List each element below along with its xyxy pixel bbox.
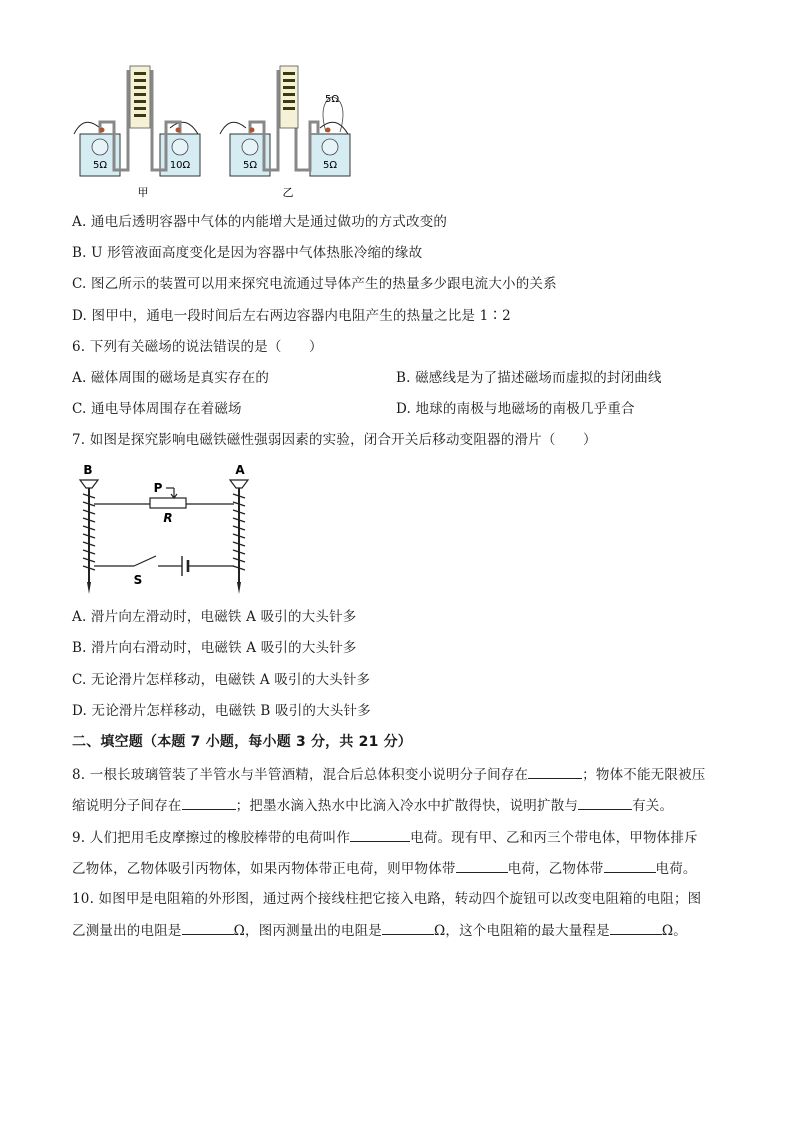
nail-label-a: A	[235, 464, 245, 477]
q10-blank-2[interactable]	[382, 920, 434, 935]
q9-line-1	[72, 827, 698, 848]
q9-text-2c: 电荷。	[655, 861, 697, 877]
q8-text-2a: 缩说明分子间存在	[72, 798, 182, 814]
q5-option-c: C. 图乙所示的装置可以用来探究电流通过导体产生的热量多少跟电流大小的关系	[72, 276, 557, 292]
q7-option-b: B. 滑片向右滑动时，电磁铁 A 吸引的大头针多	[72, 640, 357, 656]
electromagnet-circuit-figure	[74, 464, 254, 596]
q9-blank-3[interactable]	[604, 858, 656, 873]
q8-blank-3[interactable]	[578, 795, 632, 810]
electromagnet-a	[233, 488, 245, 594]
q5-option-a: A. 通电后透明容器中气体的内能增大是通过做功的方式改变的	[72, 214, 448, 230]
q10-blank-1[interactable]	[182, 920, 234, 935]
q9-text-1b: 电荷。现有甲、乙和丙三个带电体，甲物体排斥	[410, 830, 698, 846]
rheostat	[150, 498, 186, 508]
q10-line-1: 10. 如图甲是电阻箱的外形图，通过两个接线柱把它接入电路，转动四个旋钮可以改变电阻箱的电阻；图	[72, 891, 702, 907]
q9-text-2b: 电荷，乙物体带	[507, 861, 604, 877]
jia-left-resistor-label: 5Ω	[92, 160, 108, 171]
label-jia: 甲	[137, 186, 149, 199]
q5-option-d: D. 图甲中，通电一段时间后左右两边容器内电阻产生的热量之比是 1∶2	[72, 308, 511, 324]
q10-text-2d: Ω。	[661, 923, 687, 939]
q6-option-c: C. 通电导体周围存在着磁场	[72, 401, 242, 417]
q9-blank-2[interactable]	[456, 858, 508, 873]
q5-option-b: B. U 形管液面高度变化是因为容器中气体热胀冷缩的缘故	[72, 245, 423, 261]
yi-top-resistor-label: 5Ω	[324, 94, 340, 105]
q10-text-2a: 乙测量出的电阻是	[72, 923, 182, 939]
q9-text-2a: 乙物体，乙物体吸引丙物体，如果丙物体带正电荷，则甲物体带	[72, 861, 456, 877]
q8-text-2c: 有关。	[632, 798, 674, 814]
yi-left-resistor-label: 5Ω	[242, 160, 258, 171]
q8-text-1a: 8. 一根长玻璃管装了半管水与半管酒精，混合后总体积变小说明分子间存在	[72, 767, 529, 783]
q9-blank-1[interactable]	[350, 827, 410, 842]
q7-option-c: C. 无论滑片怎样移动，电磁铁 A 吸引的大头针多	[72, 672, 371, 688]
q8-blank-1[interactable]	[528, 764, 582, 779]
q10-text-2b: Ω，图丙测量出的电阻是	[233, 923, 383, 939]
section-fill-in-title: 二、填空题（本题 7 小题，每小题 3 分，共 21 分）	[72, 734, 413, 750]
q6-option-a: A. 磁体周围的磁场是真实存在的	[72, 370, 270, 386]
switch-label-s: S	[133, 573, 143, 587]
q7-option-a: A. 滑片向左滑动时，电磁铁 A 吸引的大头针多	[72, 609, 357, 625]
q8-text-2b: ；把墨水滴入热水中比滴入冷水中扩散得快，说明扩散与	[235, 798, 579, 814]
setup-jia	[74, 66, 200, 199]
setup-yi	[220, 66, 350, 199]
q8-line-2	[72, 795, 673, 816]
q6-option-b: B. 磁感线是为了描述磁场而虚拟的封闭曲线	[396, 370, 662, 386]
nail-label-b: B	[83, 464, 93, 477]
jia-right-resistor-label: 10Ω	[169, 160, 191, 171]
q7-stem: 7. 如图是探究影响电磁铁磁性强弱因素的实验，闭合开关后移动变阻器的滑片（ ）	[72, 432, 597, 448]
yi-right-resistor-label: 5Ω	[322, 160, 338, 171]
q8-line-1	[72, 764, 705, 785]
electromagnet-b	[83, 488, 95, 594]
rheostat-label-r: R	[163, 511, 173, 525]
q8-blank-2[interactable]	[182, 795, 236, 810]
label-yi: 乙	[282, 186, 294, 199]
q7-option-d: D. 无论滑片怎样移动，电磁铁 B 吸引的大头针多	[72, 703, 371, 719]
q10-blank-3[interactable]	[610, 920, 662, 935]
q10-text-2c: Ω，这个电阻箱的最大量程是	[434, 923, 610, 939]
q6-option-d: D. 地球的南极与地磁场的南极几乎重合	[396, 401, 635, 417]
q6-stem: 6. 下列有关磁场的说法错误的是（ ）	[72, 339, 323, 355]
switch	[134, 556, 156, 566]
q8-text-1b: ；物体不能无限被压	[582, 767, 706, 783]
slider-label-p: P	[153, 481, 163, 495]
q10-line-2	[72, 920, 687, 941]
q9-text-1a: 9. 人们把用毛皮摩擦过的橡胶棒带的电荷叫作	[72, 830, 351, 846]
u-tube-experiment-figure	[70, 62, 360, 202]
q9-line-2	[72, 858, 697, 879]
